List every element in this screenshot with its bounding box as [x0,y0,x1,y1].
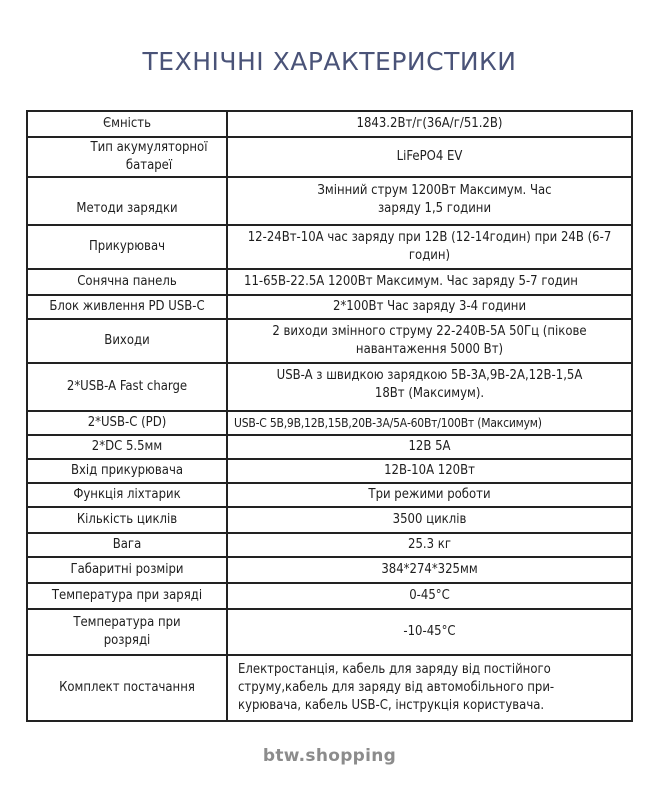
watermark: btw.shopping [262,746,397,766]
row-value: 25.3 кг [227,533,632,557]
row-value: USB-A з швидкою зарядкою 5В-3А,9В-2А,12В-1,5А 18Вт (Максимум). [227,363,632,411]
table-row [27,111,632,137]
row-value: Три режими роботи [227,483,632,507]
row-value: 2 виходи змінного струму 22-240В-5А 50Гц (пікове навантаження 5000 Вт) [227,319,632,363]
row-label: Вага [27,533,227,557]
row-value: 384*274*325мм [227,557,632,583]
row-label: Температура при заряді [27,583,227,609]
table-row [27,459,632,483]
row-label: Методи зарядки [27,177,227,225]
table-row [27,435,632,459]
table-row [27,411,632,435]
row-value: 3500 циклів [227,507,632,533]
row-label: Вхід прикурювача [27,459,227,483]
row-value: USB-C 5В,9В,12В,15В,20В-3А/5А-60Вт/100Вт (Максимум) [227,411,632,435]
table-row [27,177,632,225]
row-label: 2*DC 5.5мм [27,435,227,459]
row-label: 2*USB-C (PD) [27,411,227,435]
row-value: Електростанція, кабель для заряду від постійного струму,кабель для заряду від автомобільного при-курювача, кабель USB-C, інструкція користувача. [227,655,632,721]
table-row [27,137,632,177]
row-label: Температура при розряді [27,609,227,655]
row-label: Функція ліхтарик [27,483,227,507]
row-value: 2*100Вт Час заряду 3-4 години [227,295,632,319]
row-value: Змінний струм 1200Вт Максимум. Час заряду 1,5 години [227,177,632,225]
row-value: 11-65В-22.5А 1200Вт Максимум. Час заряду 5-7 годин [227,269,632,295]
row-value: 12В-10А 120Вт [227,459,632,483]
row-label: Прикурювач [27,225,227,269]
table-row [27,655,632,721]
row-label: Виходи [27,319,227,363]
row-label: Габаритні розміри [27,557,227,583]
table-row [27,583,632,609]
row-value: 12-24Вт-10А час заряду при 12В (12-14годин) при 24В (6-7 годин) [227,225,632,269]
table-row [27,363,632,411]
row-label: Комплект постачання [27,655,227,721]
row-value: 1843.2Вт/г(36А/г/51.2В) [227,111,632,137]
row-label: Ємність [27,111,227,137]
row-value: 12В 5А [227,435,632,459]
table-row [27,609,632,655]
page-title: ТЕХНІЧНІ ХАРАКТЕРИСТИКИ [142,46,517,76]
row-value: 0-45°С [227,583,632,609]
table-row [27,483,632,507]
row-label: Тип акумуляторної батареї [27,137,227,177]
row-label: 2*USB-A Fast charge [27,363,227,411]
row-label: Блок живлення PD USB-C [27,295,227,319]
table-row [27,295,632,319]
row-label: Кількість циклів [27,507,227,533]
row-value: LiFePO4 EV [227,137,632,177]
table-row [27,533,632,557]
row-label: Сонячна панель [27,269,227,295]
specifications-table [26,110,633,722]
table-row [27,507,632,533]
table-row [27,225,632,269]
table-row [27,319,632,363]
row-value: -10-45°С [227,609,632,655]
table-row [27,269,632,295]
table-row [27,557,632,583]
